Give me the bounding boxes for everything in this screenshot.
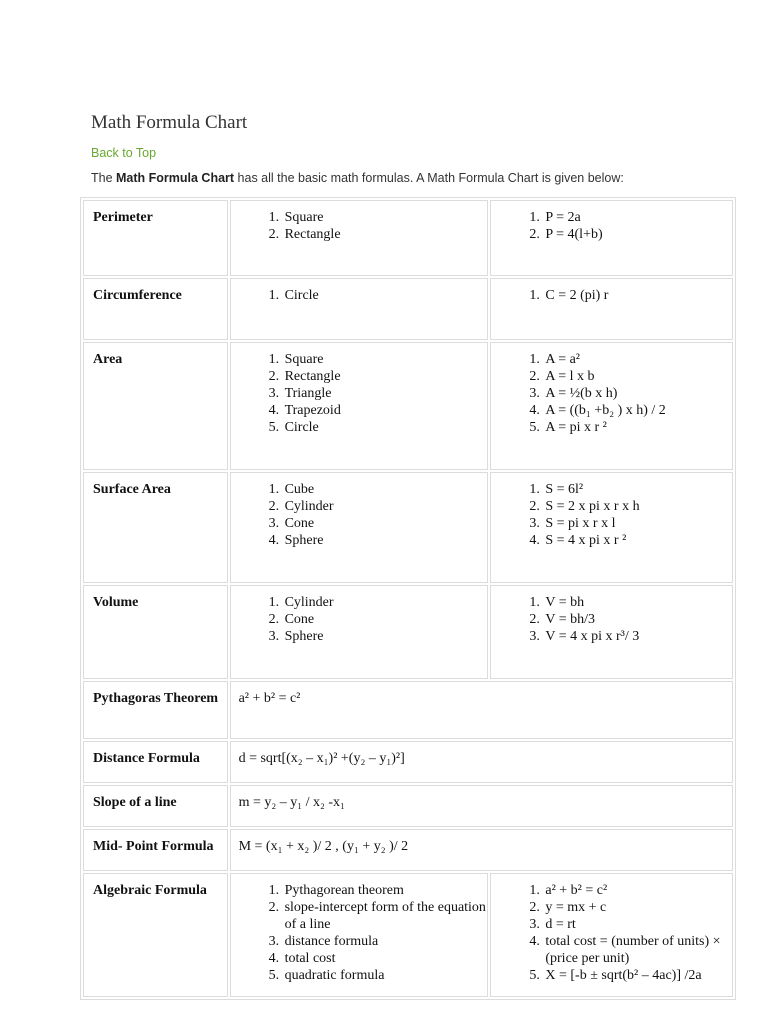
list-item: 4. Trapezoid <box>283 402 488 419</box>
intro-prefix: The <box>91 171 117 185</box>
list-item: 5. Circle <box>283 419 488 436</box>
list-item: 2. S = 2 x pi x r x h <box>543 498 732 515</box>
shape-list <box>231 209 488 243</box>
table-row-midpoint <box>83 829 733 871</box>
back-to-top-link[interactable]: Back to Top <box>91 146 157 160</box>
list-item: 1. Square <box>283 351 488 368</box>
table-row-surface-area <box>83 472 733 583</box>
list-item: 1. C = 2 (pi) r <box>543 287 732 304</box>
formula-list-cell <box>490 585 733 679</box>
row-label: Mid- Point Formula <box>83 829 228 871</box>
formula-cell: M = (x₁ + x₂ )/ 2 , (y₁ + y₂ )/ 2 <box>230 829 733 871</box>
list-item: 4. total cost <box>283 950 488 967</box>
list-item: 1. a² + b² = c² <box>543 882 732 899</box>
intro-text <box>91 171 624 185</box>
topic-list <box>231 882 488 984</box>
formula-list <box>491 882 732 984</box>
list-item: 5. quadratic formula <box>283 967 488 984</box>
list-item: 1. V = bh <box>543 594 732 611</box>
row-label: Surface Area <box>83 472 228 583</box>
shape-list-cell <box>230 472 489 583</box>
table-row-perimeter <box>83 200 733 276</box>
table-row-distance <box>83 741 733 783</box>
formula-list <box>491 351 732 436</box>
formula-table <box>80 197 736 1000</box>
list-item: 4. A = ((b₁ +b₂ ) x h) / 2 <box>543 402 732 419</box>
list-item: 1. Circle <box>283 287 488 304</box>
list-item: 1. Cylinder <box>283 594 488 611</box>
row-label: Area <box>83 342 228 470</box>
intro-bold: Math Formula Chart <box>116 171 235 185</box>
shape-list <box>231 481 488 549</box>
table-row-circumference <box>83 278 733 340</box>
shape-list <box>231 594 488 645</box>
list-item: 4. total cost = (number of units) × (price per unit) <box>543 933 732 967</box>
list-item: 2. A = l x b <box>543 368 732 385</box>
row-label: Distance Formula <box>83 741 228 783</box>
shape-list <box>231 287 488 304</box>
formula-list-cell <box>490 200 733 276</box>
row-label: Perimeter <box>83 200 228 276</box>
formula-list-cell <box>490 873 733 997</box>
table-row-volume <box>83 585 733 679</box>
list-item: 2. Rectangle <box>283 226 488 243</box>
page-title: Math Formula Chart <box>91 112 248 133</box>
list-item: 3. V = 4 x pi x r³/ 3 <box>543 628 732 645</box>
table-row-pythagoras <box>83 681 733 739</box>
list-item: 3. Cone <box>283 515 488 532</box>
list-item: 1. Square <box>283 209 488 226</box>
formula-list <box>491 481 732 549</box>
list-item: 2. y = mx + c <box>543 899 732 916</box>
table-row-algebraic <box>83 873 733 997</box>
list-item: 2. Cylinder <box>283 498 488 515</box>
table-row-area <box>83 342 733 470</box>
list-item: 2. Cone <box>283 611 488 628</box>
list-item: 3. d = rt <box>543 916 732 933</box>
formula-list <box>491 209 732 243</box>
row-label: Algebraic Formula <box>83 873 228 997</box>
list-item: 3. A = ½(b x h) <box>543 385 732 402</box>
formula-list-cell <box>490 342 733 470</box>
list-item: 4. S = 4 x pi x r ² <box>543 532 732 549</box>
formula-list-cell <box>490 472 733 583</box>
list-item: 3. distance formula <box>283 933 488 950</box>
shape-list-cell <box>230 342 489 470</box>
formula-cell: d = sqrt[(x₂ – x₁)² +(y₂ – y₁)²] <box>230 741 733 783</box>
row-label: Volume <box>83 585 228 679</box>
shape-list <box>231 351 488 436</box>
list-item: 1. S = 6l² <box>543 481 732 498</box>
formula-cell: m = y₂ – y₁ / x₂ -x₁ <box>230 785 733 827</box>
shape-list-cell <box>230 585 489 679</box>
list-item: 2. Rectangle <box>283 368 488 385</box>
shape-list-cell <box>230 200 489 276</box>
list-item: 1. A = a² <box>543 351 732 368</box>
list-item: 5. X = [-b ± sqrt(b² – 4ac)] /2a <box>543 967 732 984</box>
intro-suffix: has all the basic math formulas. A Math Formula Chart is given below: <box>234 171 624 185</box>
row-label: Circumference <box>83 278 228 340</box>
list-item: 3. Triangle <box>283 385 488 402</box>
row-label: Slope of a line <box>83 785 228 827</box>
table-row-slope <box>83 785 733 827</box>
list-item: 3. S = pi x r x l <box>543 515 732 532</box>
list-item: 4. Sphere <box>283 532 488 549</box>
formula-cell: a² + b² = c² <box>230 681 733 739</box>
list-item: 1. P = 2a <box>543 209 732 226</box>
list-item: 1. Pythagorean theorem <box>283 882 488 899</box>
row-label: Pythagoras Theorem <box>83 681 228 739</box>
formula-list-cell <box>490 278 733 340</box>
formula-list <box>491 287 732 304</box>
formula-list <box>491 594 732 645</box>
list-item: 2. slope-intercept form of the equation of a line <box>283 899 488 933</box>
shape-list-cell <box>230 278 489 340</box>
shape-list-cell <box>230 873 489 997</box>
list-item: 1. Cube <box>283 481 488 498</box>
list-item: 5. A = pi x r ² <box>543 419 732 436</box>
list-item: 3. Sphere <box>283 628 488 645</box>
list-item: 2. V = bh/3 <box>543 611 732 628</box>
list-item: 2. P = 4(l+b) <box>543 226 732 243</box>
